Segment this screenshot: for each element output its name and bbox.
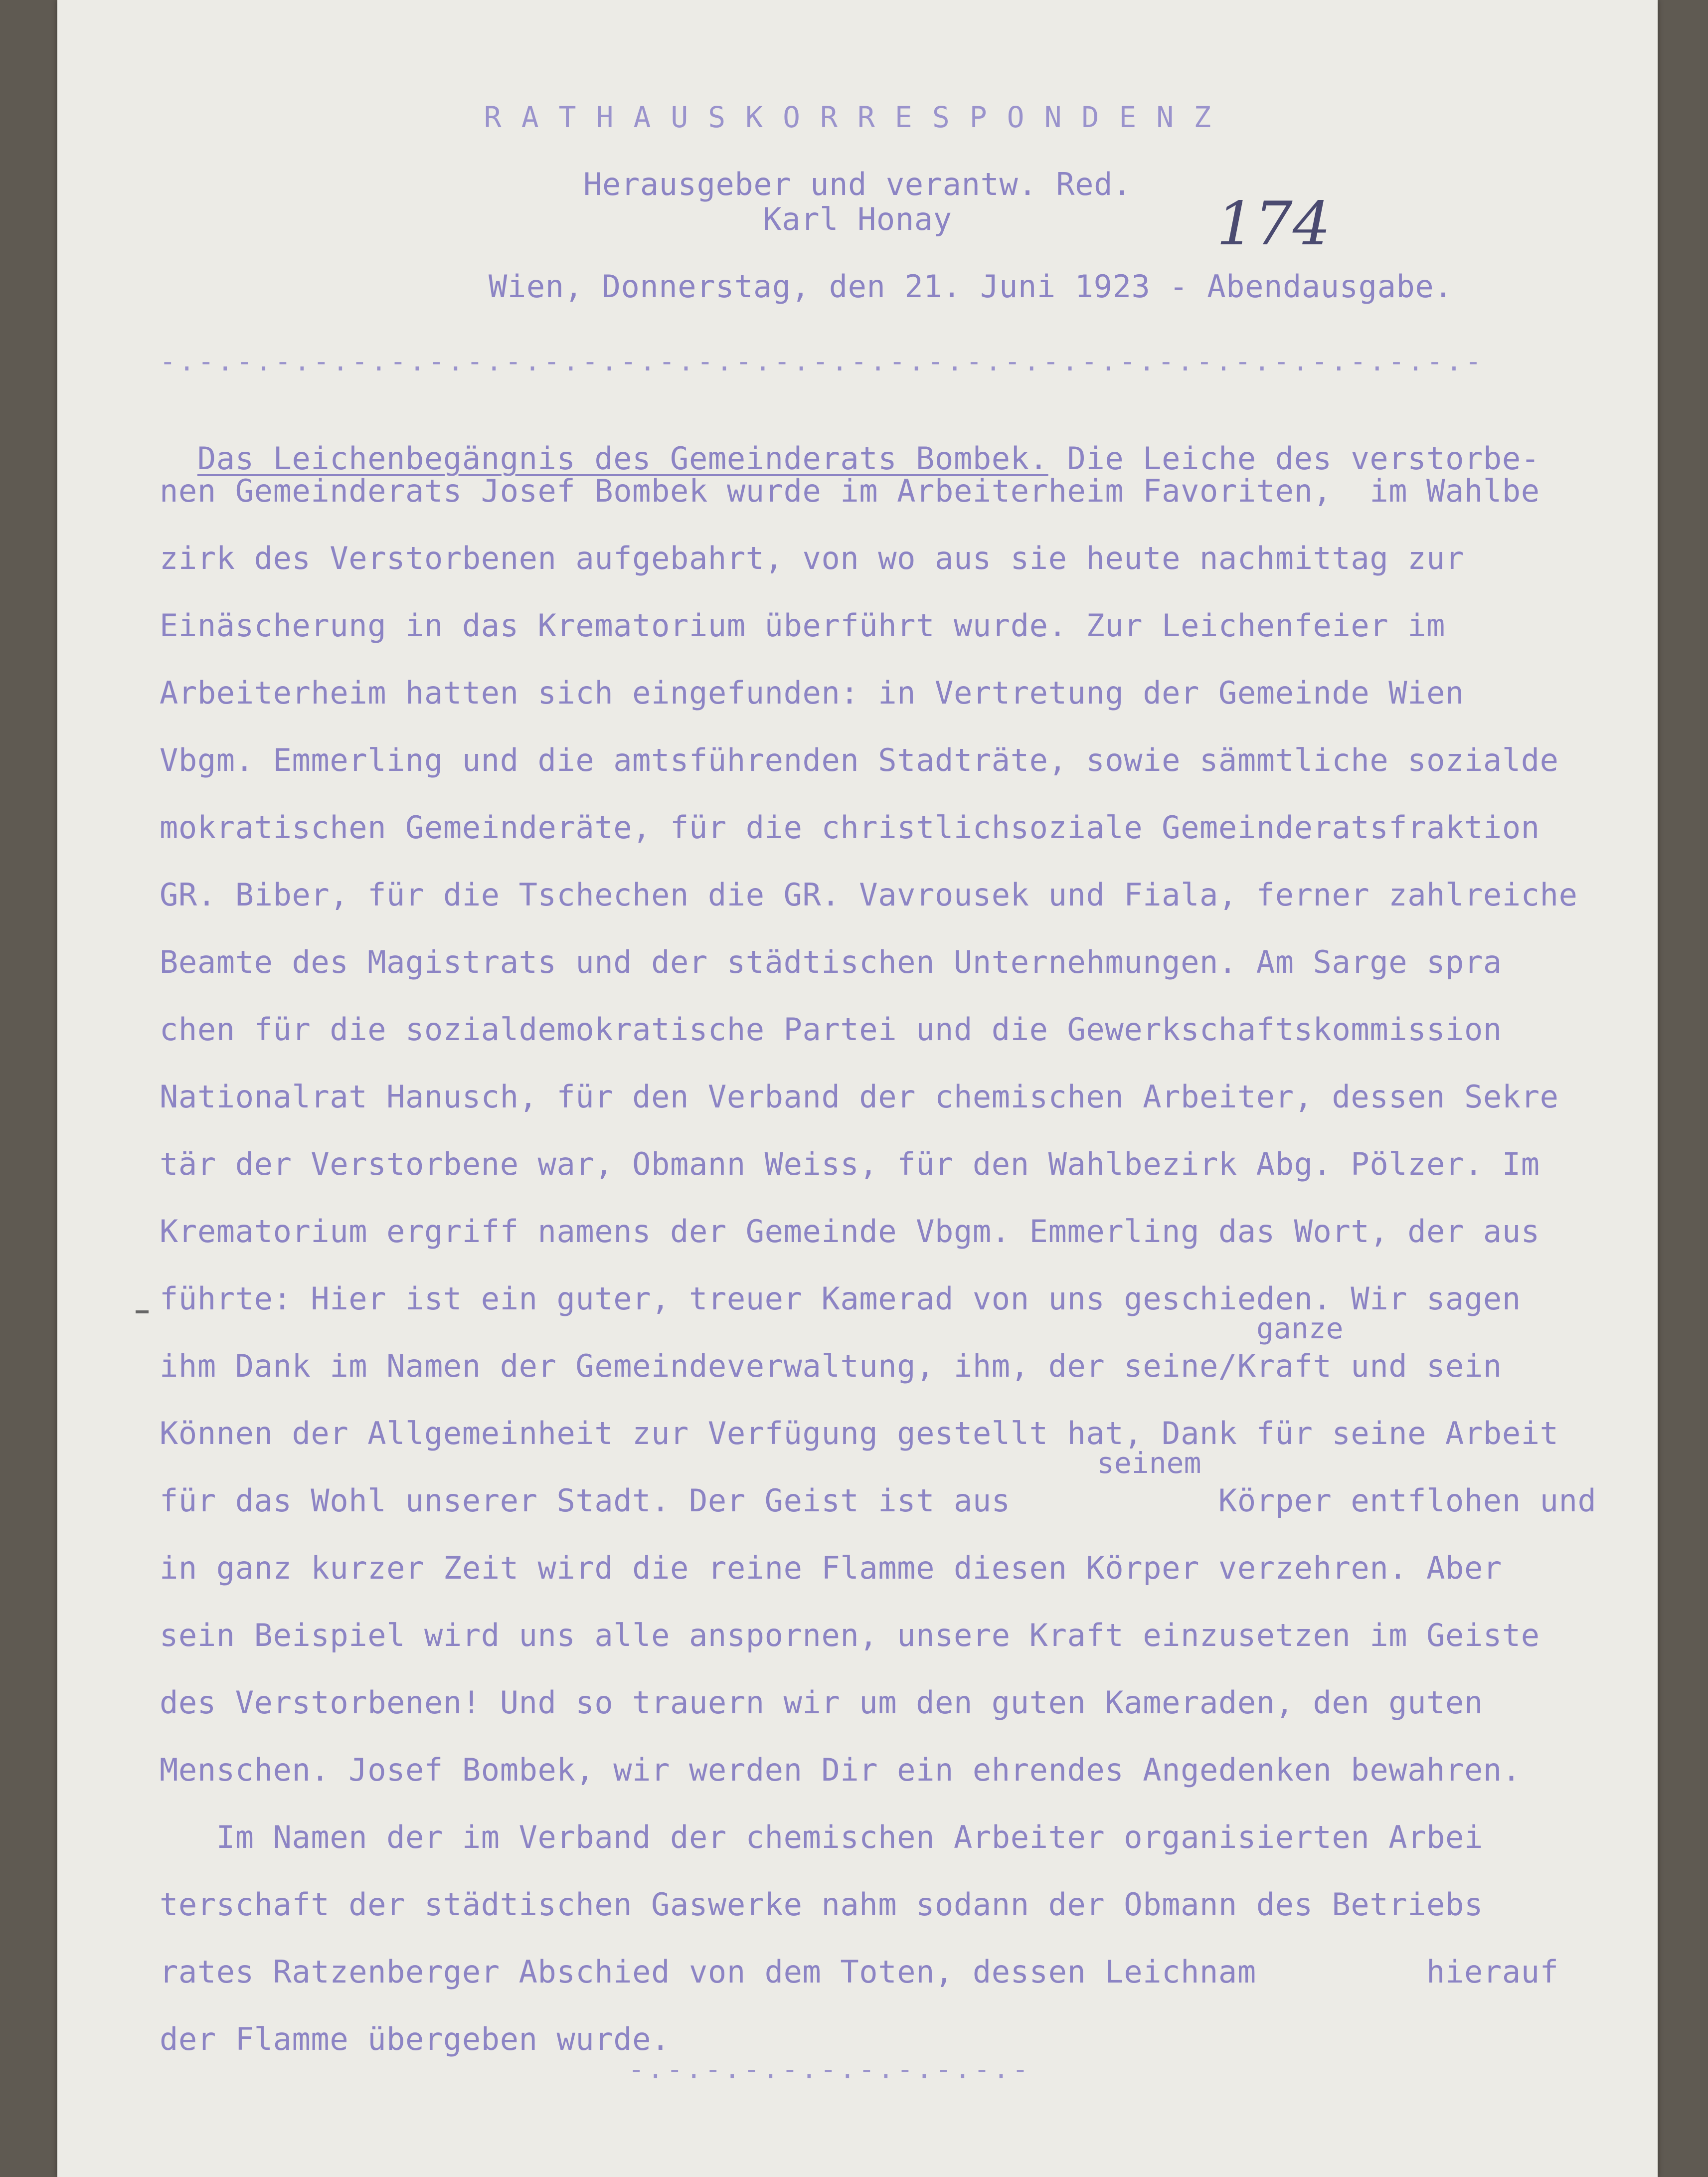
text-line: sein Beispiel wird uns alle anspornen, unsere Kraft einzusetzen im Geiste (160, 1617, 1540, 1653)
text-line: nen Gemeinderats Josef Bombek wurde im Arbeiterheim Favoriten, im Wahlbe (160, 473, 1540, 509)
date-line: Wien, Donnerstag, den 21. Juni 1923 - Abendausgabe. (489, 268, 1453, 305)
bottom-separator: -.-.-.-.-.-.-.-.-.-.- (628, 2053, 1031, 2085)
text-line: Einäscherung in das Krematorium überführt wurde. Zur Leichenfeier im (160, 607, 1446, 644)
insertion-seinem: seinem (1097, 1446, 1201, 1480)
text-line: tär der Verstorbene war, Obmann Weiss, für den Wahlbezirk Abg. Pölzer. Im (160, 1146, 1540, 1182)
margin-tick-mark (136, 1310, 149, 1313)
text-line: chen für die sozialdemokratische Partei und die Gewerkschaftskommission (160, 1011, 1502, 1048)
text-line: der Flamme übergeben wurde. (160, 2021, 671, 2057)
text-line: in ganz kurzer Zeit wird die reine Flamme diesen Körper verzehren. Aber (160, 1550, 1502, 1586)
text-line: rates Ratzenberger Abschied von dem Toten, dessen Leichnam hierauf (160, 1954, 1559, 1990)
text-line: mokratischen Gemeinderäte, für die christlichsoziale Gemeinderatsfraktion (160, 809, 1540, 846)
article-headline: Das Leichenbegängnis des Gemeinderats Bombek. (197, 440, 1048, 477)
text-line: Krematorium ergriff namens der Gemeinde Vbgm. Emmerling das Wort, der aus (160, 1213, 1540, 1250)
publisher-line: Herausgeber und verantw. Red. (583, 166, 1132, 202)
insertion-ganze: ganze (1256, 1311, 1344, 1345)
text-line: Im Namen der im Verband der chemischen Arbeiter organisierten Arbei (160, 1819, 1483, 1855)
article-first-line (160, 406, 1650, 476)
text-line: zirk des Verstorbenen aufgebahrt, von wo aus sie heute nachmittag zur (160, 540, 1464, 576)
text-line: des Verstorbenen! Und so trauern wir um den guten Kameraden, den guten (160, 1684, 1483, 1721)
top-separator: -.-.-.-.-.-.-.-.-.-.-.-.-.-.-.-.-.-.-.-.-.-.-.-.-.-.-.-.-.-.-.-.-.-.- (160, 346, 1485, 377)
text-line: ihm Dank im Namen der Gemeindeverwaltung, ihm, der seine/Kraft und sein (160, 1348, 1502, 1384)
text-line: Vbgm. Emmerling und die amtsführenden Stadträte, sowie sämmtliche sozialde (160, 742, 1559, 778)
text-line: Arbeiterheim hatten sich eingefunden: in Vertretung der Gemeinde Wien (160, 675, 1464, 711)
text-line: Nationalrat Hanusch, für den Verband der chemischen Arbeiter, dessen Sekre (160, 1079, 1559, 1115)
text-line: Können der Allgemeinheit zur Verfügung gestellt hat, Dank für seine Arbeit (160, 1415, 1559, 1451)
handwritten-page-number: 174 (1216, 189, 1331, 259)
publication-title: RATHAUSKORRESPONDENZ (484, 100, 1231, 134)
editor-line: Karl Honay (763, 201, 952, 237)
text-line: Menschen. Josef Bombek, wir werden Dir ein ehrendes Angedenken bewahren. (160, 1752, 1521, 1788)
text-line: terschaft der städtischen Gaswerke nahm sodann der Obmann des Betriebs (160, 1886, 1483, 1923)
text-line: Die Leiche des verstorbe- (1067, 440, 1540, 477)
text-line: Beamte des Magistrats und der städtischen Unternehmungen. Am Sarge spra (160, 944, 1502, 980)
text-line: GR. Biber, für die Tschechen die GR. Vavrousek und Fiala, ferner zahlreiche (160, 877, 1578, 913)
text-line: führte: Hier ist ein guter, treuer Kamerad von uns geschieden. Wir sagen (160, 1280, 1521, 1317)
text-line: für das Wohl unserer Stadt. Der Geist ist aus Körper entflohen und (160, 1482, 1597, 1519)
